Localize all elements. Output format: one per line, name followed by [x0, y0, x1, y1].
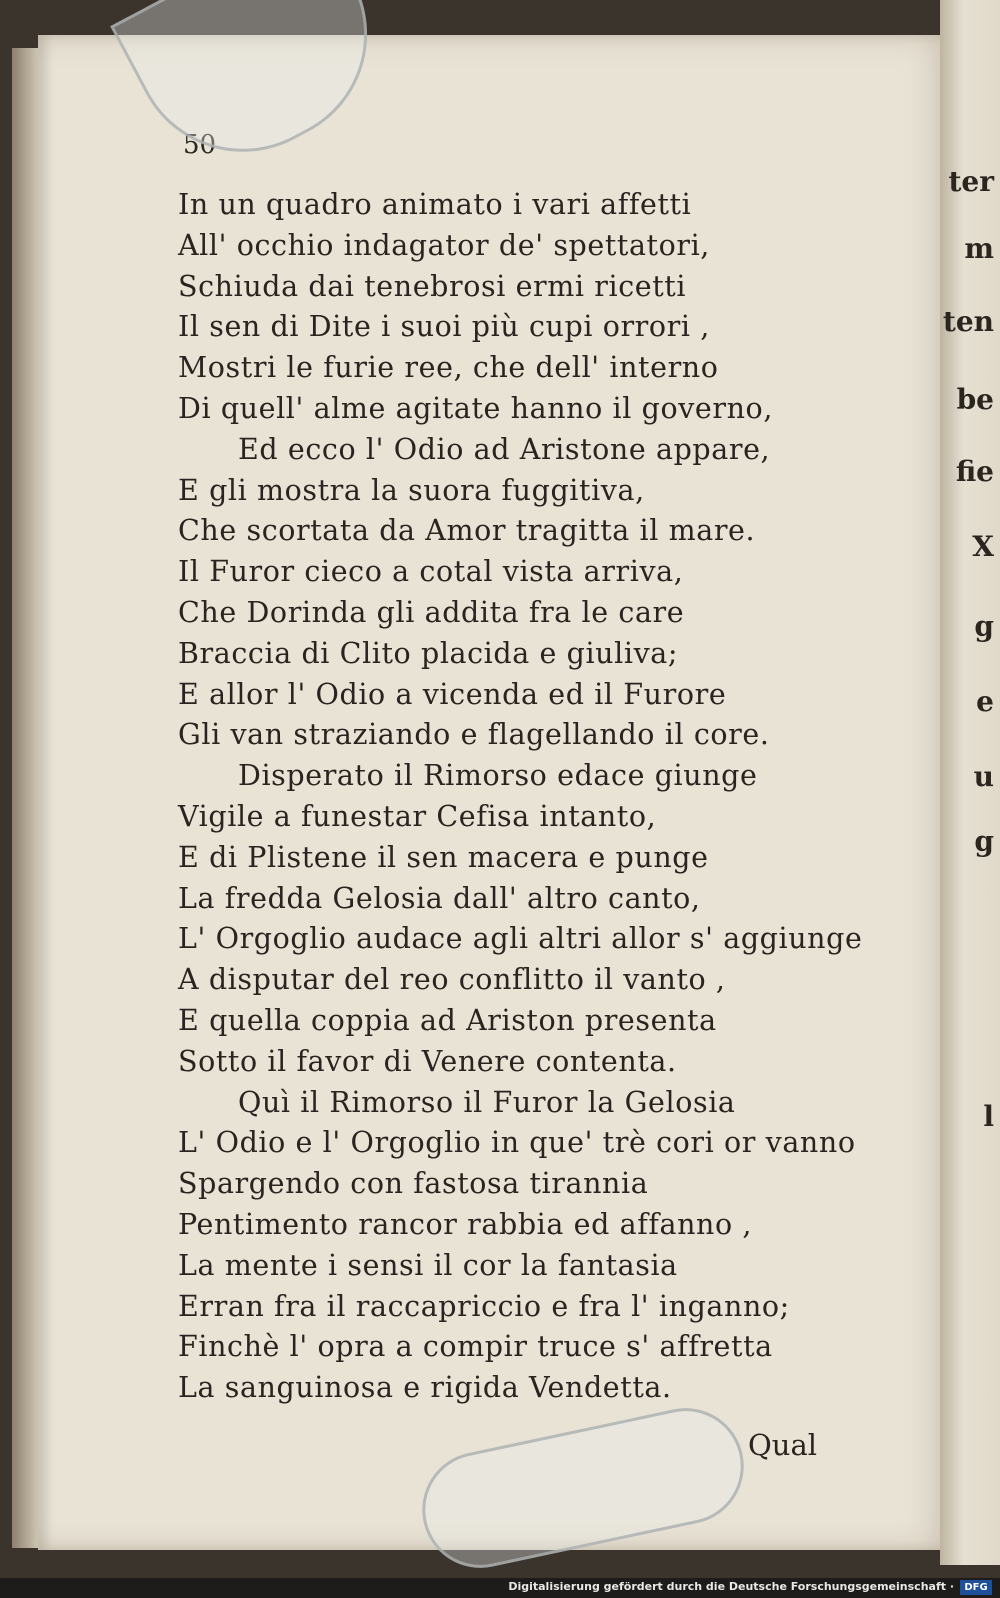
poem-line: Schiuda dai tenebrosi ermi ricetti: [178, 269, 687, 303]
poem-line: La mente i sensi il cor la fantasia: [178, 1248, 678, 1282]
next-page-glyph: X: [972, 530, 994, 563]
poem-line: Finchè l' opra a compir truce s' affretta: [178, 1330, 773, 1364]
poem-line: Disperato il Rimorso edace giunge: [238, 759, 758, 793]
poem-line: Che scortata da Amor tragitta il mare.: [178, 514, 756, 548]
poem-line: Gli van straziando e flagellando il core.: [178, 718, 770, 752]
poem-line: Di quell' alme agitate hanno il governo,: [178, 391, 773, 425]
poem-line: Vigile a funestar Cefisa intanto,: [178, 799, 657, 833]
poem-line: La fredda Gelosia dall' altro canto,: [178, 881, 701, 915]
poem-line: E di Plistene il sen macera e punge: [178, 840, 709, 874]
next-page-glyph: fie: [955, 455, 994, 488]
poem-line: L' Odio e l' Orgoglio in que' trè cori or vanno: [178, 1126, 856, 1160]
poem-line: Mostri le furie ree, che dell' interno: [178, 351, 719, 385]
poem-line: Il sen di Dite i suoi più cupi orrori ,: [178, 310, 710, 344]
poem-line: E allor l' Odio a vicenda ed il Furore: [178, 677, 727, 711]
poem-line: E quella coppia ad Ariston presenta: [178, 1003, 717, 1037]
catchword: Qual: [748, 1428, 818, 1462]
poem-line: A disputar del reo conflitto il vanto ,: [178, 963, 726, 997]
next-page-glyph: m: [964, 232, 994, 265]
next-page-glyph: u: [973, 760, 994, 793]
poem-line: Braccia di Clito placida e giuliva;: [178, 636, 679, 670]
dfg-logo: DFG: [960, 1580, 992, 1595]
poem-line: Quì il Rimorso il Furor la Gelosia: [238, 1085, 736, 1119]
poem-line: Che Dorinda gli addita fra le care: [178, 595, 685, 629]
poem-line: In un quadro animato i vari affetti: [178, 188, 692, 221]
next-page-glyph: g: [974, 610, 994, 643]
poem-line: Pentimento rancor rabbia ed affanno ,: [178, 1207, 753, 1241]
poem-text: [178, 185, 898, 1409]
poem-line: Il Furor cieco a cotal vista arriva,: [178, 555, 684, 589]
poem-line: La sanguinosa e rigida Vendetta.: [178, 1371, 672, 1405]
poem-line: Sotto il favor di Venere contenta.: [178, 1044, 677, 1078]
poem-line: Spargendo con fastosa tirannia: [178, 1167, 649, 1201]
page-number: 50: [183, 130, 217, 160]
next-page-glyph: be: [956, 383, 994, 416]
poem-line: E gli mostra la suora fuggitiva,: [178, 473, 645, 507]
poem-line: L' Orgoglio audace agli altri allor s' aggiunge: [178, 922, 863, 956]
poem-line: Erran fra il raccapriccio e fra l' inganno;: [178, 1289, 790, 1323]
next-page-glyph: e: [976, 685, 994, 718]
next-page-strip: [940, 0, 1000, 1565]
poem-line: Ed ecco l' Odio ad Aristone appare,: [238, 432, 771, 466]
next-page-glyph: l: [983, 1100, 994, 1133]
next-page-glyph: ten: [942, 305, 994, 338]
poem-line: All' occhio indagator de' spettatori,: [178, 228, 710, 262]
footer-credit: Digitalisierung gefördert durch die Deutsche Forschungsgemeinschaft ·: [508, 1580, 954, 1593]
next-page-glyph: g: [974, 825, 994, 858]
next-page-glyph: ter: [948, 165, 994, 198]
